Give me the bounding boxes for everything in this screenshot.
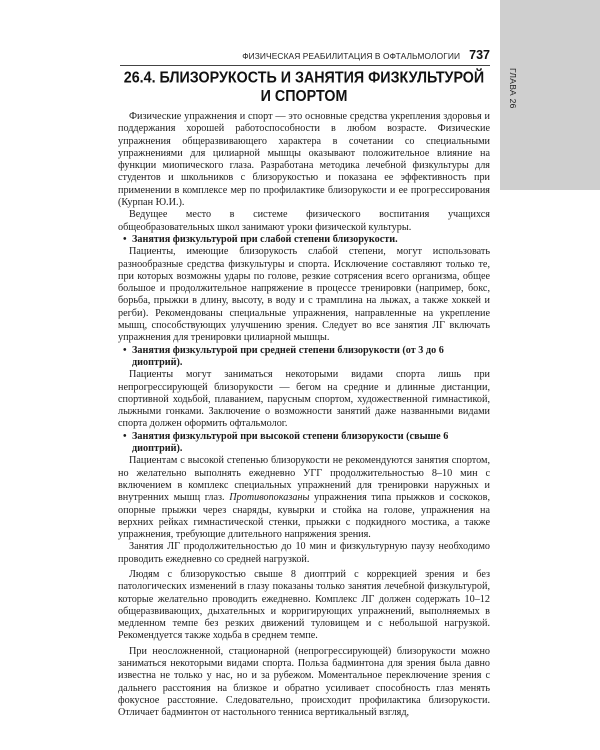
paragraph-lg-pause: Занятия ЛГ продолжительностью до 10 мин и физкультурную паузу необходимо проводить ежедневно со средней нагрузкой. xyxy=(118,541,490,565)
running-head-title: ФИЗИЧЕСКАЯ РЕАБИЛИТАЦИЯ В ОФТАЛЬМОЛОГИИ xyxy=(242,51,461,61)
paragraph-mild: Пациенты, имеющие близорукость слабой степени, могут использовать разнообразные средства физкультуры и спорта. Исключение составляют только те, при которых возможны удары по голове, резкие сотрясения всего организма, общее большое и продолжительное напряжение в процессе тренировки (например, бокс, борьба, прыжки в длину, высоту, в воду и с трамплина на лыжах, а также хоккей и регби). Рекомендованы специальные упражнения, направленные на укрепление мышц, способствующих улучшению зрения. Следует во все занятия ЛГ включать упражнения для тренировки цилиарной мышцы. xyxy=(118,246,490,344)
bullet-icon: • xyxy=(123,233,127,245)
section-title-line-2: И СПОРТОМ xyxy=(260,88,348,106)
paragraph-over-8-diopters: Людям с близорукостью свыше 8 диоптрий с коррекцией зрения и без патологических изменений в глазу показаны только занятия лечебной физкультурой, которые желательно проводить ежедневно. Комплекс ЛГ должен содержать 10–12 общеразвивающих, дыхательных и корригирующих упражнений, выполняемых в медленном темпе без резких движений туловищем и с небольшой нагрузкой. Рекомендуется также ходьба в среднем темпе. xyxy=(118,568,490,642)
paragraph-high xyxy=(118,455,490,541)
bullet-heading-mild xyxy=(118,234,490,246)
paragraph-high-part-2: упражнения типа прыжков и соскоков, опорные прыжки через снаряды, кувырки и стойка на голове, упражнения на верхних рейках гимнастической стенки, прыжки с подкидного мостика, а также упражнения, требующие длительного напряжения зрения. xyxy=(118,492,491,541)
bullet-icon: • xyxy=(123,430,127,442)
paragraph-moderate: Пациенты могут заниматься некоторыми видами спорта лишь при непрогрессирующей близорукости — бегом на средние и длинные дистанции, спортивной ходьбой, плаванием, парусным спортом, художественной гимнастикой, лыжными гонками. Заключение о возможности занятий даже названными видами спорта должен оформить офтальмолог. xyxy=(118,369,490,430)
running-head xyxy=(120,48,490,66)
bullet-heading-moderate xyxy=(118,345,490,370)
bullet-heading-mild-text: Занятия физкультурой при слабой степени близорукости. xyxy=(132,233,398,245)
section-title-line-1: 26.4. БЛИЗОРУКОСТЬ И ЗАНЯТИЯ ФИЗКУЛЬТУРОЙ xyxy=(123,69,485,87)
paragraph-high-part-1: Пациентам с высокой степенью близорукости не рекомендуются занятия спортом, но желательно выполнять ежедневно УГГ продолжительностью 8–10 мин с включением в комплекс специальных упражнений для тренировки наружных и внутренних мышц глаз. xyxy=(118,455,490,504)
bullet-heading-high xyxy=(118,431,490,456)
page-number: 737 xyxy=(469,48,490,62)
paragraph-intro: Физические упражнения и спорт — это основные средства укрепления здоровья и поддержания хорошей работоспособности в любом возрасте. Физические упражнения общеразвивающего характера в сочетании со специальными упражнениями для цилиарной мышцы оказывают положительное влияние на функции миопического глаза. Разработана методика лечебной физкультуры для студентов и школьников с близорукостью и показана ее эффективность при применении в комплексе мер по профилактике близорукости и ее прогрессирования (Курпан Ю.И.). xyxy=(118,111,490,209)
bullet-heading-high-text: Занятия физкультурой при высокой степени близорукости (свыше 6 диоптрий). xyxy=(132,430,449,455)
bullet-icon: • xyxy=(123,344,127,356)
body-text xyxy=(118,111,490,720)
paragraph-schools: Ведущее место в системе физического воспитания учащихся общеобразовательных школ занимают уроки физической культуры. xyxy=(118,209,490,233)
contraindicated-emphasis: Противопоказаны xyxy=(229,492,310,504)
bullet-heading-moderate-text: Занятия физкультурой при средней степени близорукости (от 3 до 6 диоптрий). xyxy=(132,344,444,368)
chapter-tab-label: ГЛАВА 26 xyxy=(508,68,518,109)
paragraph-badminton: При неосложненной, стационарной (непрогрессирующей) близорукости можно заниматься некоторыми видами спорта. Польза бадминтона для зрения была давно известна не только у нас, но и за рубежом. Моментальное переключение зрения с дальнего расстояния на близкое и обратно усиливает способность глаз менять фокусное расстояние. Следовательно, происходит профилактика близорукости. Отличает бадминтон от настольного тенниса вертикальный взгляд, xyxy=(118,645,490,719)
section-title xyxy=(118,70,490,107)
